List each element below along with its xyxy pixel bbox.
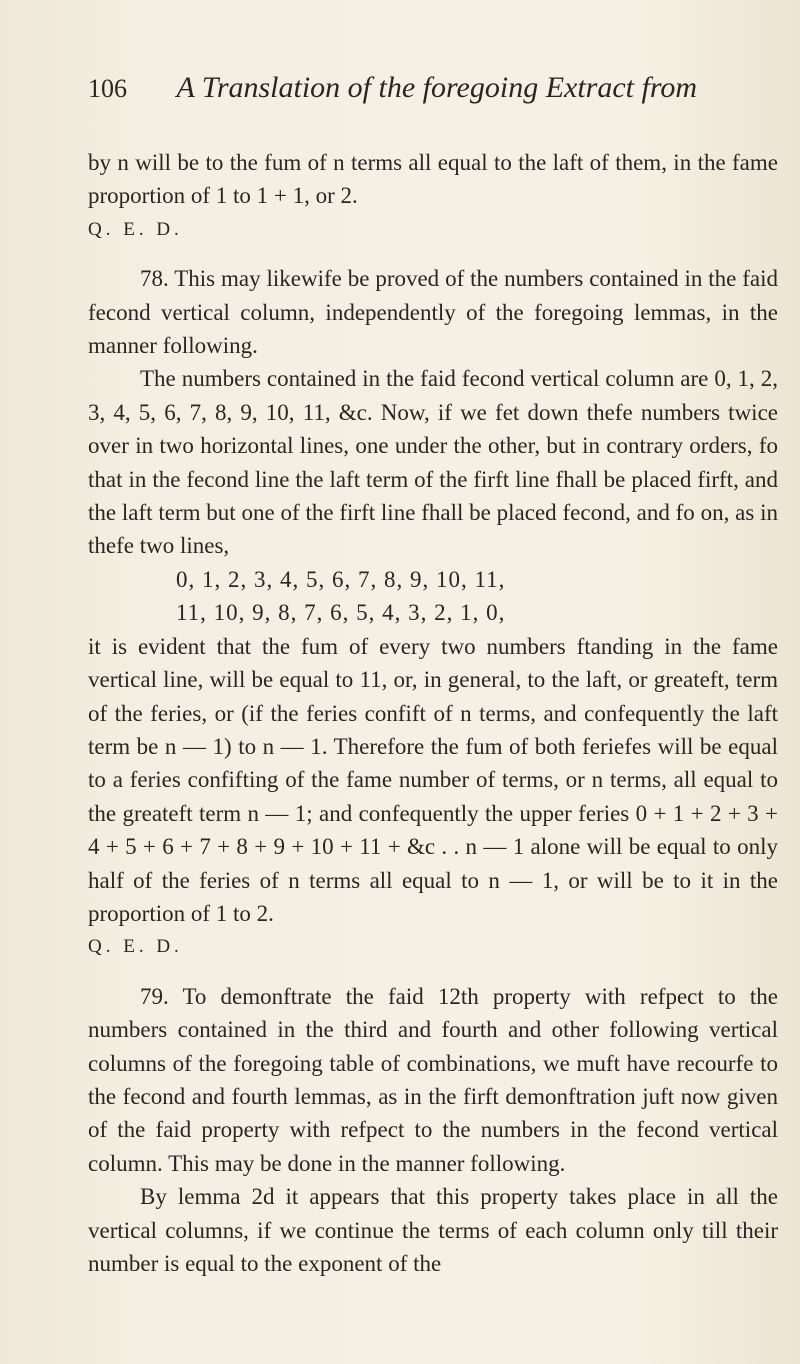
qed-mark: Q. E. D. bbox=[88, 936, 183, 958]
page-body bbox=[88, 146, 778, 1280]
qed-mark: Q. E. D. bbox=[88, 218, 183, 240]
paragraph-78: 78. This may likewife be proved of the numbers contained in the faid fecond vertical column, independently of the foregoing lemmas, in the manner following. bbox=[88, 266, 778, 359]
paragraph-79: 79. To demonftrate the faid 12th property with refpect to the numbers contained in the third and fourth and other following vertical columns of the foregoing table of combinations, we muft have recourfe to the fecond and fourth lemmas, as in the firft demonftration juft now given of the faid property with refpect to the numbers in the fecond vertical column. This may be done in the manner following. bbox=[88, 983, 778, 1176]
paragraph: By lemma 2d it appears that this property takes place in all the vertical columns, if we continue the terms of each column only till their number is equal to the exponent of the bbox=[88, 1184, 778, 1276]
paragraph: The numbers contained in the faid fecond vertical column are 0, 1, 2, 3, 4, 5, 6, 7, 8, 9, 10, 11, &c. Now, if we fet down thefe numbers twice over in two horizontal lines, one under the other, but in contrary orders, fo that in the fecond line the laft term of the firft line fhall be placed firft, and the laft term but one of the firft line fhall be placed fecond, and fo on, as in thefe two lines, bbox=[88, 366, 778, 559]
paragraph: by n will be to the fum of n terms all equal to the laft of them, in the fame proportion of 1 to 1 + 1, or 2. bbox=[88, 150, 778, 209]
sequence-descending: 11, 10, 9, 8, 7, 6, 5, 4, 3, 2, 1, 0, bbox=[176, 600, 506, 626]
page-number: 106 bbox=[88, 74, 127, 103]
running-header bbox=[88, 68, 760, 109]
paragraph: it is evident that the fum of every two numbers ftanding in the fame vertical line, will be equal to 11, or, in general, to the laft, or greateft, term of the feries, or (if the feries confift of n terms, and confequently the laft term be n — 1) to n — 1. Therefore the fum of both feriefes will be equal to a feries confifting of the fame number of terms, or n terms, all equal to the greateft term n — 1; and confequently the upper feries 0 + 1 + 2 + 3 + 4 + 5 + 6 + 7 + 8 + 9 + 10 + 11 + &c . . n — 1 alone will be equal to only half of the feries of n terms all equal to n — 1, or will be to it in the proportion of 1 to 2. bbox=[88, 633, 778, 926]
running-title: A Translation of the foregoing Extract from bbox=[176, 71, 698, 104]
sequence-ascending: 0, 1, 2, 3, 4, 5, 6, 7, 8, 9, 10, 11, bbox=[176, 566, 506, 592]
